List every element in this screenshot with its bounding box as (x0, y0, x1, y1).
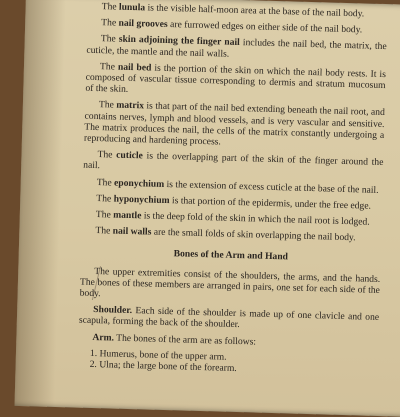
gutter-shadow (14, 0, 65, 407)
arm-paragraph: Arm. The bones of the arm are as follows: (92, 331, 257, 348)
paragraph: The skin adjoining the finger nail includes the nail bed, the matrix, the cuticle, the mantle and the nail walls. (86, 33, 387, 60)
paragraph: The mantle is the deep fold of the skin in which the nail root is lodged. (95, 209, 370, 228)
term: skin adjoining the finger nail (118, 34, 240, 49)
term: nail bed (117, 61, 152, 74)
paragraph: The nail walls are the small folds of skin overlapping the nail body. (95, 225, 356, 244)
term: nail walls (112, 225, 152, 238)
list-item: 1. Humerus, bone of the upper arm. (89, 347, 227, 363)
term: eponychium (113, 177, 165, 190)
paragraph: The nail grooves are furrowed edges on either side of the nail body. (101, 17, 363, 36)
term: mantle (113, 209, 142, 222)
paragraph: The nail bed is the portion of the skin on which the nail body rests. It is composed of vascular tissue corresponding to dermis and stratum mucosum of the skin. (85, 60, 387, 96)
list-item: 2. Ulna; the large bone of the forearm. (89, 359, 237, 375)
term: lunula (118, 1, 146, 14)
book-page (14, 0, 400, 417)
section-heading: Bones of the Arm and Hand (173, 248, 289, 263)
term: cuticle (116, 149, 144, 162)
term: nail grooves (118, 17, 168, 31)
term: hyponychium (113, 193, 170, 206)
paragraph: The lunula is the visible half-moon area at the base of the nail body. (101, 1, 365, 20)
term: Arm. (92, 331, 115, 344)
page-text (78, 1, 388, 379)
term: matrix (116, 99, 145, 112)
intro-paragraph: The upper extremities consist of the shoulders, the arms, and the hands. The bones of these members are arranged in pairs, one set for each side of the body. (79, 265, 381, 300)
shoulder-paragraph: Shoulder. Each side of the shoulder is made up of one clavicle and one scapula, forming the back of the shoulder. (78, 304, 380, 331)
paragraph: The cuticle is the overlapping part of the skin of the finger around the nail. (83, 149, 384, 172)
paragraph: The matrix is that part of the nail bed extending beneath the nail root, and contains nerves, lymph and blood vessels, and is very vascular and sensitive. The matrix produces the nail, the cells of the matrix constantly undergoing a reproducing and hardening process. (83, 99, 385, 148)
paragraph: The eponychium is the extension of excess cuticle at the base of the nail. (96, 176, 379, 196)
arm-bones-list (78, 347, 379, 378)
paragraph: The hyponychium is that portion of the epidermis, under the free edge. (96, 192, 372, 212)
term: Shoulder. (93, 304, 133, 317)
